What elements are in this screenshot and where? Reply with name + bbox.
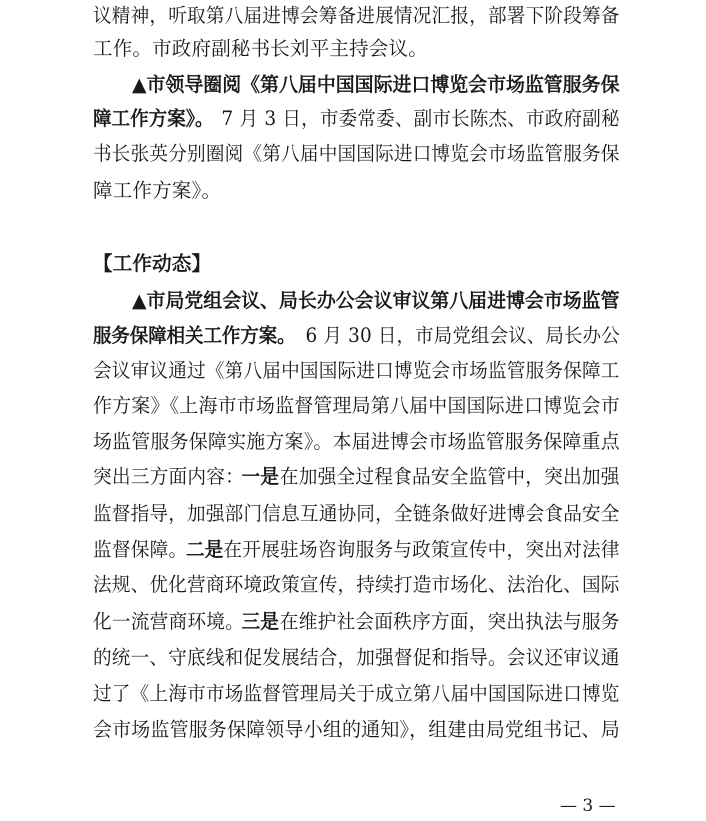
paragraph-line: 工作。市政府副秘书长刘平主持会议。 (93, 37, 428, 60)
emphasis-label: 三是 (241, 610, 279, 633)
section-title: 【工作动态】 (93, 252, 212, 275)
section-heading-line (0, 244, 706, 284)
paragraph-line: 障工作方案》。 7 月 3 日，市委常委、副市长陈杰、市政府副秘 (5, 99, 677, 139)
paragraph-line: 会市场监管服务保障领导小组的通知》，组建由局党组书记、局 (93, 718, 620, 741)
page-number: — 3 — (560, 796, 616, 816)
emphasis-label: 一是 (241, 465, 279, 488)
item-bold-heading: ▲市领导圈阅《第八届中国国际进口博览会市场监管服务保 (132, 73, 620, 96)
item-bold-heading: ▲市局党组会议、局长办公会议审议第八届进博会市场监管 (132, 289, 620, 312)
paragraph-line: 会议审议通过《第八届中国国际进口博览会市场监管服务保障工 (93, 359, 620, 382)
item-heading-line (4, 281, 689, 321)
paragraph-line: 突出三方面内容： 一是 在加强全过程食品安全监管中，突出加强 (4, 457, 680, 497)
paragraph-line: 法规、优化营商环境政策宣传，持续打造市场化、法治化、国际 (93, 573, 620, 596)
paragraph-line: 监督指导，加强部门信息互通协同，全链条做好进博会食品安全 (93, 502, 620, 525)
item-bold-heading: 服务保障相关工作方案。 (93, 324, 296, 347)
paragraph-line: 化一流营商环境。 三是 在维护社会面秩序方面，突出执法与服务 (4, 602, 680, 642)
emphasis-label: 二是 (185, 538, 224, 561)
paragraph-line: 障工作方案》。 (93, 179, 222, 202)
paragraph-line: 场监管服务保障实施方案》。本届进博会市场监管服务保障重点 (93, 430, 620, 453)
paragraph-line: 书长张英分别圈阅《第八届中国国际进口博览会市场监管服务保 (93, 142, 620, 165)
paragraph-line: 过了《上海市市场监督管理局关于成立第八届中国国际进口博览 (93, 682, 620, 705)
item-bold-heading: 障工作方案》。 (93, 107, 214, 130)
paragraph-line: 议精神，听取第八届进博会筹备进展情况汇报，部署下阶段筹备 (93, 4, 620, 27)
paragraph-line: 服务保障相关工作方案。 6 月 30 日，市局党组会议、局长办公 (5, 316, 672, 356)
paragraph-line: 的统一、守底线和促发展结合，加强督促和指导。会议还审议通 (93, 646, 620, 669)
paragraph-line: 作方案》《上海市市场监督管理局第八届中国国际进口博览会市 (93, 394, 620, 417)
paragraph-line: 监督保障。 二是 在开展驻场咨询服务与政策宣传中，突出对法律 (4, 530, 680, 570)
